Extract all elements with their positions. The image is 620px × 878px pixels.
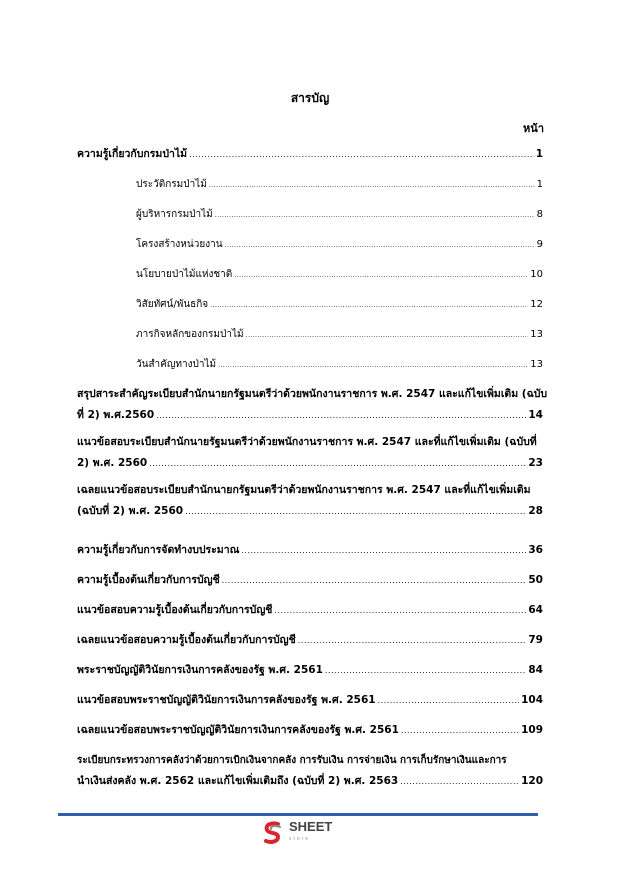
toc-entry-label: ผู้บริหารกรมป่าไม้ [136,209,213,220]
toc-entry-page: 104 [521,694,543,706]
leader-dots [241,543,526,558]
toc-entry-label-cont: นำเงินส่งคลัง พ.ศ. 2562 และแก้ไขเพิ่มเติมถึง (ฉบับที่ 2) พ.ศ. 2563 [77,775,399,787]
page-column-header: หน้า [523,122,544,135]
toc-entry-page: 84 [528,664,543,676]
toc-entry-page: 13 [530,329,543,340]
toc-entry [77,543,543,558]
leader-dots [210,297,528,313]
toc-entry-label: เฉลยแนวข้อสอบระเบียบสำนักนายกรัฐมนตรีว่าด้วยพนักงานราชการ พ.ศ. 2547 และที่แก้ไขเพิ่มเติม [77,484,531,496]
toc-subentry [77,207,543,223]
toc-entry-page: 10 [530,269,543,280]
leader-dots [218,357,528,373]
toc-entry-page: 79 [528,634,543,646]
toc-entry-label-cont: (ฉบับที่ 2) พ.ศ. 2560 [77,505,184,517]
leader-dots [185,504,526,519]
toc-entry [77,693,543,708]
leader-dots [222,573,527,588]
toc-entry-page: 109 [521,724,543,736]
toc-entry-label: เฉลยแนวข้อสอบพระราชบัญญัติวินัยการเงินการคลังของรัฐ พ.ศ. 2561 [77,724,399,736]
leader-dots [401,723,519,738]
toc-entry-label-cont: 2) พ.ศ. 2560 [77,457,148,469]
sheet-logo-icon [261,820,285,846]
logo-subtext: store [289,836,311,842]
toc-subentry [77,237,543,253]
toc-entry-label: สรุปสาระสำคัญระเบียบสำนักนายกรัฐมนตรีว่าด้วยพนักงานราชการ พ.ศ. 2547 และแก้ไขเพิ่มเติม (ฉบับ [77,388,548,400]
toc-entry-label: ระเบียบกระทรวงการคลังว่าด้วยการเบิกเงินจากคลัง การรับเงิน การจ่ายเงิน การเก็บรักษาเงินและการ [77,755,507,766]
toc-entry-label: ภารกิจหลักของกรมป่าไม้ [136,329,244,340]
document-title: สารบัญ [290,91,330,105]
toc-entry-page: 120 [521,775,543,787]
toc-entry-label: นโยบายป่าไม้แห่งชาติ [136,269,233,280]
toc-entry-label: วิสัยทัศน์/พันธกิจ [136,299,209,310]
toc-entry-page: 1 [535,148,543,160]
toc-entry-label: พระราชบัญญัติวินัยการเงินการคลังของรัฐ พ.ศ. 2561 [77,664,323,676]
toc-entry-page: 1 [536,179,543,190]
leader-dots [149,456,526,471]
leader-dots [234,267,528,283]
leader-dots [325,663,527,678]
toc-entry-label: แนวข้อสอบความรู้เบื้องต้นเกี่ยวกับการบัญชี [77,604,273,616]
toc-subentry [77,327,543,343]
toc-entry [77,633,543,648]
leader-dots [189,147,534,162]
toc-entry-label: ประวัติกรมป่าไม้ [136,179,207,190]
toc-subentry [77,297,543,313]
leader-dots [209,177,535,193]
footer-rule [58,813,538,816]
leader-dots [215,207,535,223]
toc-entry-page: 12 [530,299,543,310]
toc-entry [77,663,543,678]
leader-dots [274,603,526,618]
toc-entry-page: 13 [530,359,543,370]
toc-entry-page: 36 [528,544,543,556]
toc-subentry [77,177,543,193]
toc-entry-label: ความรู้เกี่ยวกับการจัดทำงบประมาณ [77,544,240,556]
toc-entry [77,753,543,789]
toc-entry-label: ความรู้เกี่ยวกับกรมป่าไม้ [77,148,188,160]
toc-subentry [77,267,543,283]
toc-subentry [77,357,543,373]
toc-entry-label: ความรู้เบื้องต้นเกี่ยวกับการบัญชี [77,574,220,586]
leader-dots [246,327,529,343]
logo-text: SHEET [289,819,333,834]
toc-entry [77,723,543,738]
toc-entry-page: 50 [528,574,543,586]
leader-dots [378,693,519,708]
toc-entry [77,147,543,162]
sheet-store-logo [261,819,371,847]
toc-entry-label-cont: ที่ 2) พ.ศ.2560 [77,409,155,421]
toc-entry [77,387,548,423]
toc-entry [77,483,543,519]
toc-entry-page: 8 [536,209,543,220]
toc-entry-page: 14 [528,409,543,421]
toc-entry-page: 23 [528,457,543,469]
toc-entry [77,435,543,471]
toc-entry-label: โครงสร้างหน่วยงาน [136,239,223,250]
leader-dots [400,774,519,789]
toc-entry-label: วันสำคัญทางป่าไม้ [136,359,217,370]
toc-entry-label: แนวข้อสอบพระราชบัญญัติวินัยการเงินการคลังของรัฐ พ.ศ. 2561 [77,694,376,706]
leader-dots [225,237,535,253]
toc-entry-page: 28 [528,505,543,517]
leader-dots [298,633,527,648]
leader-dots [156,408,526,423]
toc-entry [77,573,543,588]
toc-entry-page: 9 [536,239,543,250]
toc-entry [77,603,543,618]
toc-entry-label: แนวข้อสอบระเบียบสำนักนายรัฐมนตรีว่าด้วยพนักงานราชการ พ.ศ. 2547 และที่แก้ไขเพิ่มเติม (ฉบับที่ [77,436,537,448]
toc-entry-page: 64 [528,604,543,616]
toc-entry-label: เฉลยแนวข้อสอบความรู้เบื้องต้นเกี่ยวกับการบัญชี [77,634,296,646]
